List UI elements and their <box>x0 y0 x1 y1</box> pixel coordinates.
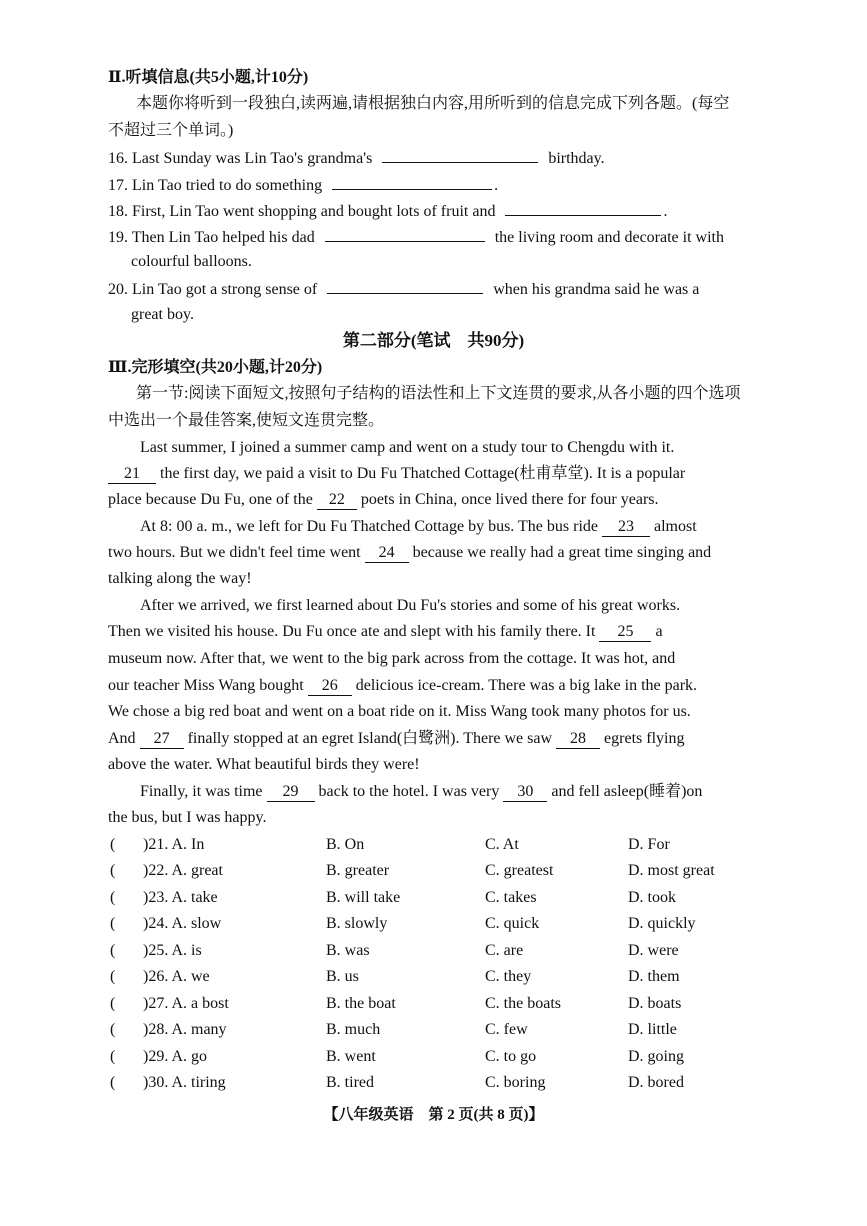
question-18 <box>108 199 667 223</box>
passage-text: delicious ice-cream. There was a big lake in the park. <box>355 677 698 694</box>
passage-line <box>108 542 711 564</box>
passage-line <box>108 489 659 511</box>
passage-line: talking along the way! <box>108 570 252 587</box>
question-17-text-end: . <box>494 177 499 194</box>
option-question: )21. A. In <box>143 836 205 853</box>
option-c: C. boring <box>485 1074 546 1091</box>
option-b: B. much <box>326 1021 381 1038</box>
answer-blank-20[interactable] <box>327 277 483 294</box>
passage-text: finally stopped at an egret Island(白鹭洲). There we saw <box>187 730 553 747</box>
option-c: C. to go <box>485 1048 537 1065</box>
page-footer: 【八年级英语 第 2 页(共 8 页)】 <box>323 1107 544 1123</box>
answer-blank-17[interactable] <box>332 173 492 190</box>
option-question: )26. A. we <box>143 968 210 985</box>
question-20-continuation: great boy. <box>131 306 194 323</box>
option-question: )29. A. go <box>143 1048 207 1065</box>
passage-text: almost <box>654 518 697 535</box>
option-question: )23. A. take <box>143 889 218 906</box>
question-20-text-mid: when his grandma said he was a <box>493 281 700 298</box>
section-2-instructions-line2: 不超过三个单词。) <box>108 122 234 139</box>
cloze-blank-30[interactable]: 30 <box>503 783 547 802</box>
option-b: B. was <box>326 942 370 959</box>
passage-line <box>108 675 697 697</box>
question-19 <box>108 225 724 249</box>
answer-paren[interactable]: ( <box>110 942 116 959</box>
passage-line <box>108 621 663 643</box>
option-c: C. quick <box>485 915 540 932</box>
question-19-text: 19. Then Lin Tao helped his dad <box>108 229 315 246</box>
option-c: C. greatest <box>485 862 554 879</box>
passage-line: museum now. After that, we went to the big park across from the cottage. It was hot, and <box>108 650 676 667</box>
passage-text: two hours. But we didn't feel time went <box>108 544 361 561</box>
cloze-blank-25[interactable]: 25 <box>599 623 651 642</box>
option-c: C. they <box>485 968 532 985</box>
option-b: B. greater <box>326 862 390 879</box>
question-17 <box>108 173 498 197</box>
cloze-blank-26[interactable]: 26 <box>308 677 352 696</box>
option-d: D. them <box>628 968 680 985</box>
option-b: B. went <box>326 1048 376 1065</box>
option-d: D. quickly <box>628 915 696 932</box>
passage-text: place because Du Fu, one of the <box>108 491 313 508</box>
question-16-text-end: birthday. <box>548 150 605 167</box>
answer-paren[interactable]: ( <box>110 836 116 853</box>
passage-text: Finally, it was time <box>140 783 263 800</box>
passage-text: our teacher Miss Wang bought <box>108 677 304 694</box>
cloze-blank-22[interactable]: 22 <box>317 491 357 510</box>
question-16 <box>108 146 605 170</box>
option-c: C. takes <box>485 889 537 906</box>
passage-text: poets in China, once lived there for four years. <box>360 491 659 508</box>
option-b: B. the boat <box>326 995 396 1012</box>
question-16-text: 16. Last Sunday was Lin Tao's grandma's <box>108 150 373 167</box>
passage-line: above the water. What beautiful birds they were! <box>108 756 420 773</box>
answer-paren[interactable]: ( <box>110 995 116 1012</box>
passage-line <box>140 516 697 538</box>
option-question: )24. A. slow <box>143 915 222 932</box>
cloze-blank-27[interactable]: 27 <box>140 730 184 749</box>
section-2-instructions-line1: 本题你将听到一段独白,读两遍,请根据独白内容,用所听到的信息完成下列各题。(每空 <box>136 95 730 112</box>
question-18-text: 18. First, Lin Tao went shopping and bought lots of fruit and <box>108 203 496 220</box>
option-c: C. few <box>485 1021 528 1038</box>
passage-text: back to the hotel. I was very <box>318 783 500 800</box>
cloze-blank-23[interactable]: 23 <box>602 518 650 537</box>
question-20-text: 20. Lin Tao got a strong sense of <box>108 281 318 298</box>
option-question: )27. A. a bost <box>143 995 229 1012</box>
cloze-blank-29[interactable]: 29 <box>267 783 315 802</box>
option-b: B. will take <box>326 889 401 906</box>
answer-blank-18[interactable] <box>505 199 661 216</box>
answer-paren[interactable]: ( <box>110 1021 116 1038</box>
option-b: B. us <box>326 968 359 985</box>
option-c: C. At <box>485 836 519 853</box>
section-3-instructions-line2: 中选出一个最佳答案,使短文连贯完整。 <box>108 412 385 429</box>
question-20 <box>108 277 699 301</box>
passage-text: a <box>655 623 663 640</box>
passage-text: the first day, we paid a visit to Du Fu Thatched Cottage(杜甫草堂). It is a popular <box>160 465 686 482</box>
answer-paren[interactable]: ( <box>110 862 116 879</box>
option-d: D. For <box>628 836 670 853</box>
option-b: B. slowly <box>326 915 388 932</box>
option-question: )30. A. tiring <box>143 1074 226 1091</box>
option-question: )28. A. many <box>143 1021 227 1038</box>
passage-text: And <box>108 730 136 747</box>
section-3-heading: Ⅲ.完形填空(共20小题,计20分) <box>108 359 323 376</box>
passage-line: Last summer, I joined a summer camp and went on a study tour to Chengdu with it. <box>140 439 675 456</box>
option-b: B. On <box>326 836 365 853</box>
question-19-text-mid: the living room and decorate it with <box>494 229 724 246</box>
passage-line <box>108 728 684 750</box>
passage-text: egrets flying <box>604 730 685 747</box>
passage-line: After we arrived, we first learned about Du Fu's stories and some of his great works. <box>140 597 681 614</box>
question-19-continuation: colourful balloons. <box>131 253 252 270</box>
option-d: D. bored <box>628 1074 684 1091</box>
passage-text: At 8: 00 a. m., we left for Du Fu Thatched Cottage by bus. The bus ride <box>140 518 598 535</box>
passage-text: Then we visited his house. Du Fu once ate and slept with his family there. It <box>108 623 596 640</box>
option-d: D. were <box>628 942 679 959</box>
option-b: B. tired <box>326 1074 374 1091</box>
answer-paren[interactable]: ( <box>110 1074 116 1091</box>
option-d: D. boats <box>628 995 682 1012</box>
answer-paren[interactable]: ( <box>110 1048 116 1065</box>
option-question: )22. A. great <box>143 862 223 879</box>
section-3-instructions-line1: 第一节:阅读下面短文,按照句子结构的语法性和上下文连贯的要求,从各小题的四个选项 <box>136 385 741 402</box>
passage-line: We chose a big red boat and went on a boat ride on it. Miss Wang took many photos for us. <box>108 703 691 720</box>
option-d: D. little <box>628 1021 677 1038</box>
option-c: C. are <box>485 942 524 959</box>
cloze-blank-21[interactable]: 21 <box>108 465 156 484</box>
passage-line <box>140 781 702 803</box>
option-question: )25. A. is <box>143 942 202 959</box>
passage-line: the bus, but I was happy. <box>108 809 267 826</box>
answer-blank-19[interactable] <box>325 225 485 242</box>
section-2-heading: Ⅱ.听填信息(共5小题,计10分) <box>108 69 309 86</box>
question-18-text-end: . <box>663 203 668 220</box>
answer-blank-16[interactable] <box>382 146 538 163</box>
question-17-text: 17. Lin Tao tried to do something <box>108 177 323 194</box>
option-d: D. took <box>628 889 676 906</box>
option-c: C. the boats <box>485 995 561 1012</box>
option-d: D. most great <box>628 862 715 879</box>
cloze-blank-28[interactable]: 28 <box>556 730 600 749</box>
passage-text: and fell asleep(睡着)on <box>551 783 703 800</box>
passage-line <box>108 463 685 485</box>
answer-paren[interactable]: ( <box>110 889 116 906</box>
answer-paren[interactable]: ( <box>110 968 116 985</box>
option-d: D. going <box>628 1048 684 1065</box>
answer-paren[interactable]: ( <box>110 915 116 932</box>
part-2-title: 第二部分(笔试 共90分) <box>342 331 525 350</box>
cloze-blank-24[interactable]: 24 <box>365 544 409 563</box>
passage-text: because we really had a great time singing and <box>412 544 712 561</box>
